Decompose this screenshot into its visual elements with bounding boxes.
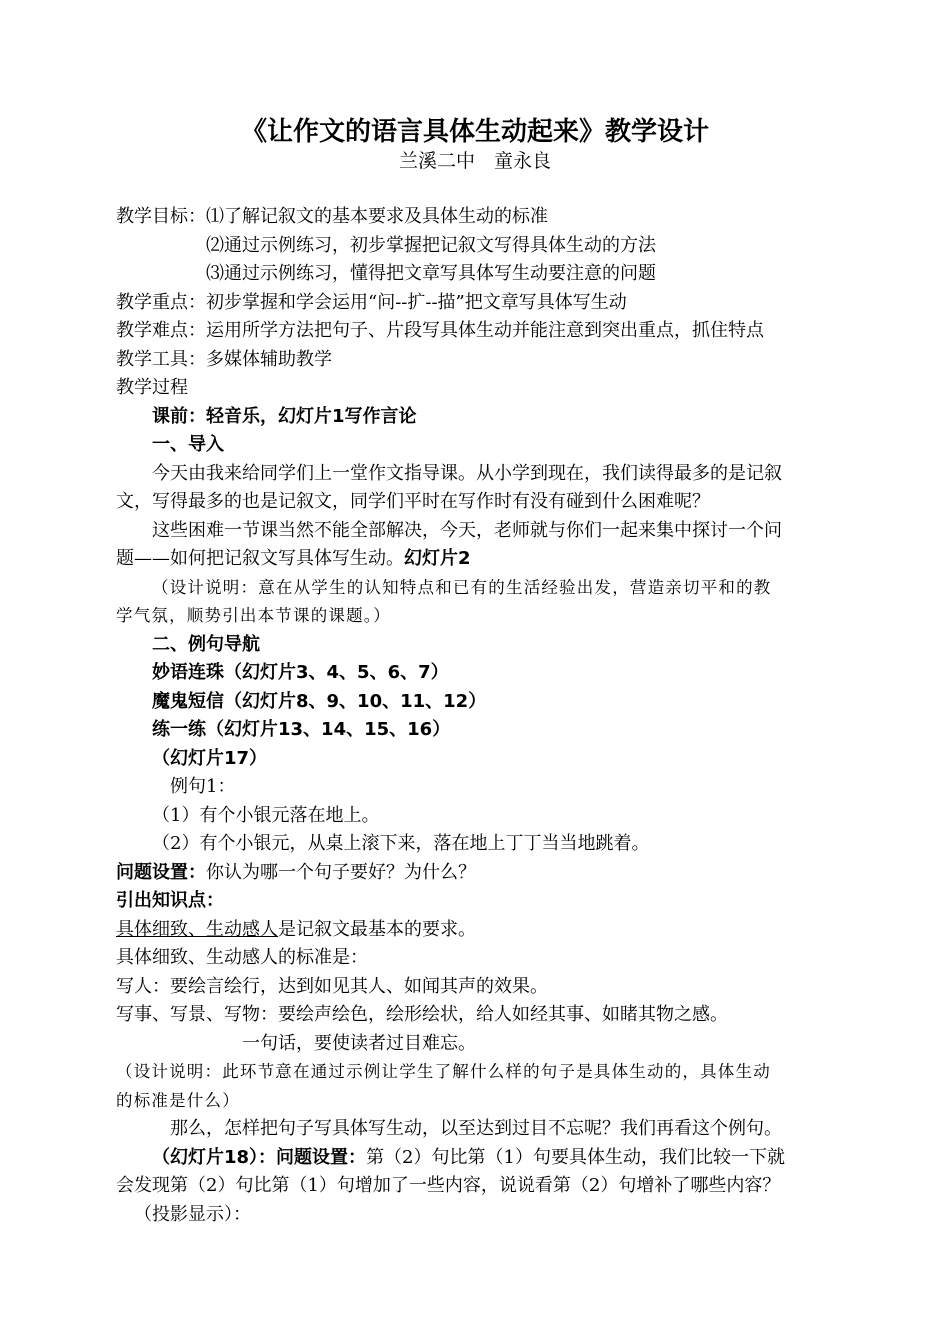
paragraph-line: 那么，怎样把句子写具体写生动，以至达到过目不忘呢？我们再看这个例句。 <box>170 1118 782 1139</box>
pre-class-heading: 课前：轻音乐，幻灯片1写作言论 <box>152 406 417 427</box>
paragraph-line: 会发现第（2）句比第（1）句增加了一些内容，说说看第（2）句增补了哪些内容？ <box>116 1175 781 1196</box>
author-byline: 兰溪二中 童永良 <box>398 150 551 172</box>
knowledge-line <box>116 917 476 943</box>
slide-reference: 幻灯片2 <box>404 548 471 569</box>
goals-label: 教学目标： <box>116 206 206 227</box>
example-sentence-1: （1）有个小银元落在地上。 <box>152 805 380 826</box>
slide-reference: （幻灯片18）：问题设置： <box>152 1147 367 1168</box>
goal-2: ⑵通过示例练习，初步掌握把记叙文写得具体生动的方法 <box>206 235 656 256</box>
knowledge-line: 具体细致、生动感人的标准是： <box>116 947 368 968</box>
knowledge-line: 写事、写景、写物：要绘声绘色，绘形绘状，给人如经其事、如睹其物之感。 <box>116 1004 728 1025</box>
example-sentence-2: （2）有个小银元，从桌上滚下来，落在地上丁丁当当地跳着。 <box>152 833 650 854</box>
example-label: 例句1： <box>170 776 236 797</box>
activity-item: 魔鬼短信（幻灯片8、9、10、11、12） <box>152 691 487 712</box>
goal-1: ⑴了解记叙文的基本要求及具体生动的标准 <box>206 206 548 227</box>
paragraph-line: 今天由我来给同学们上一堂作文指导课。从小学到现在，我们读得最多的是记叙 <box>152 463 782 484</box>
knowledge-text: 是记叙文最基本的要求。 <box>278 919 476 940</box>
design-note-line: （设计说明：意在从学生的认知特点和已有的生活经验出发，营造亲切平和的教 <box>152 578 772 597</box>
paragraph-line <box>116 546 471 572</box>
underlined-term: 具体细致、生动感人 <box>116 919 278 940</box>
paragraph-line <box>152 1145 785 1171</box>
section-1-heading: 一、导入 <box>152 434 224 455</box>
design-note-line: 的标准是什么） <box>116 1091 240 1110</box>
section-2-heading: 二、例句导航 <box>152 634 260 655</box>
question-text: 你认为哪一个句子要好？为什么？ <box>206 862 476 883</box>
document-title: 《让作文的语言具体生动起来》教学设计 <box>240 117 709 147</box>
knowledge-label: 引出知识点： <box>116 890 224 911</box>
design-note-line: 学气氛，顺势引出本节课的课题。） <box>116 606 391 625</box>
teaching-tools: 教学工具：多媒体辅助教学 <box>116 349 332 370</box>
knowledge-line: 写人：要绘言绘行，达到如见其人、如闻其声的效果。 <box>116 976 548 997</box>
projection-display: （投影显示）： <box>134 1204 251 1225</box>
goal-3: ⑶通过示例练习，懂得把文章写具体写生动要注意的问题 <box>206 263 656 284</box>
question-label: 问题设置： <box>116 862 206 883</box>
paragraph-line: 这些困难一节课当然不能全部解决，今天，老师就与你们一起来集中探讨一个问 <box>152 520 782 541</box>
key-points: 教学重点：初步掌握和学会运用“问--扩--描”把文章写具体写生动 <box>116 292 627 313</box>
activity-item: 妙语连珠（幻灯片3、4、5、6、7） <box>152 662 449 683</box>
activity-item: 练一练（幻灯片13、14、15、16） <box>152 719 451 740</box>
paragraph-line: 文，写得最多的也是记叙文，同学们平时在写作时有没有碰到什么困难呢？ <box>116 491 710 512</box>
paragraph-text: 题——如何把记叙文写具体写生动。 <box>116 548 404 569</box>
activity-item: （幻灯片17） <box>152 748 268 769</box>
paragraph-text: 第（2）句比第（1）句要具体生动，我们比较一下就 <box>366 1147 785 1168</box>
teaching-process: 教学过程 <box>116 377 188 398</box>
knowledge-line: 一句话，要使读者过目难忘。 <box>242 1033 476 1054</box>
design-note-line: （设计说明：此环节意在通过示例让学生了解什么样的句子是具体生动的，具体生动 <box>116 1062 771 1081</box>
question-line <box>116 860 476 886</box>
difficulties: 教学难点：运用所学方法把句子、片段写具体生动并能注意到突出重点，抓住特点 <box>116 320 764 341</box>
